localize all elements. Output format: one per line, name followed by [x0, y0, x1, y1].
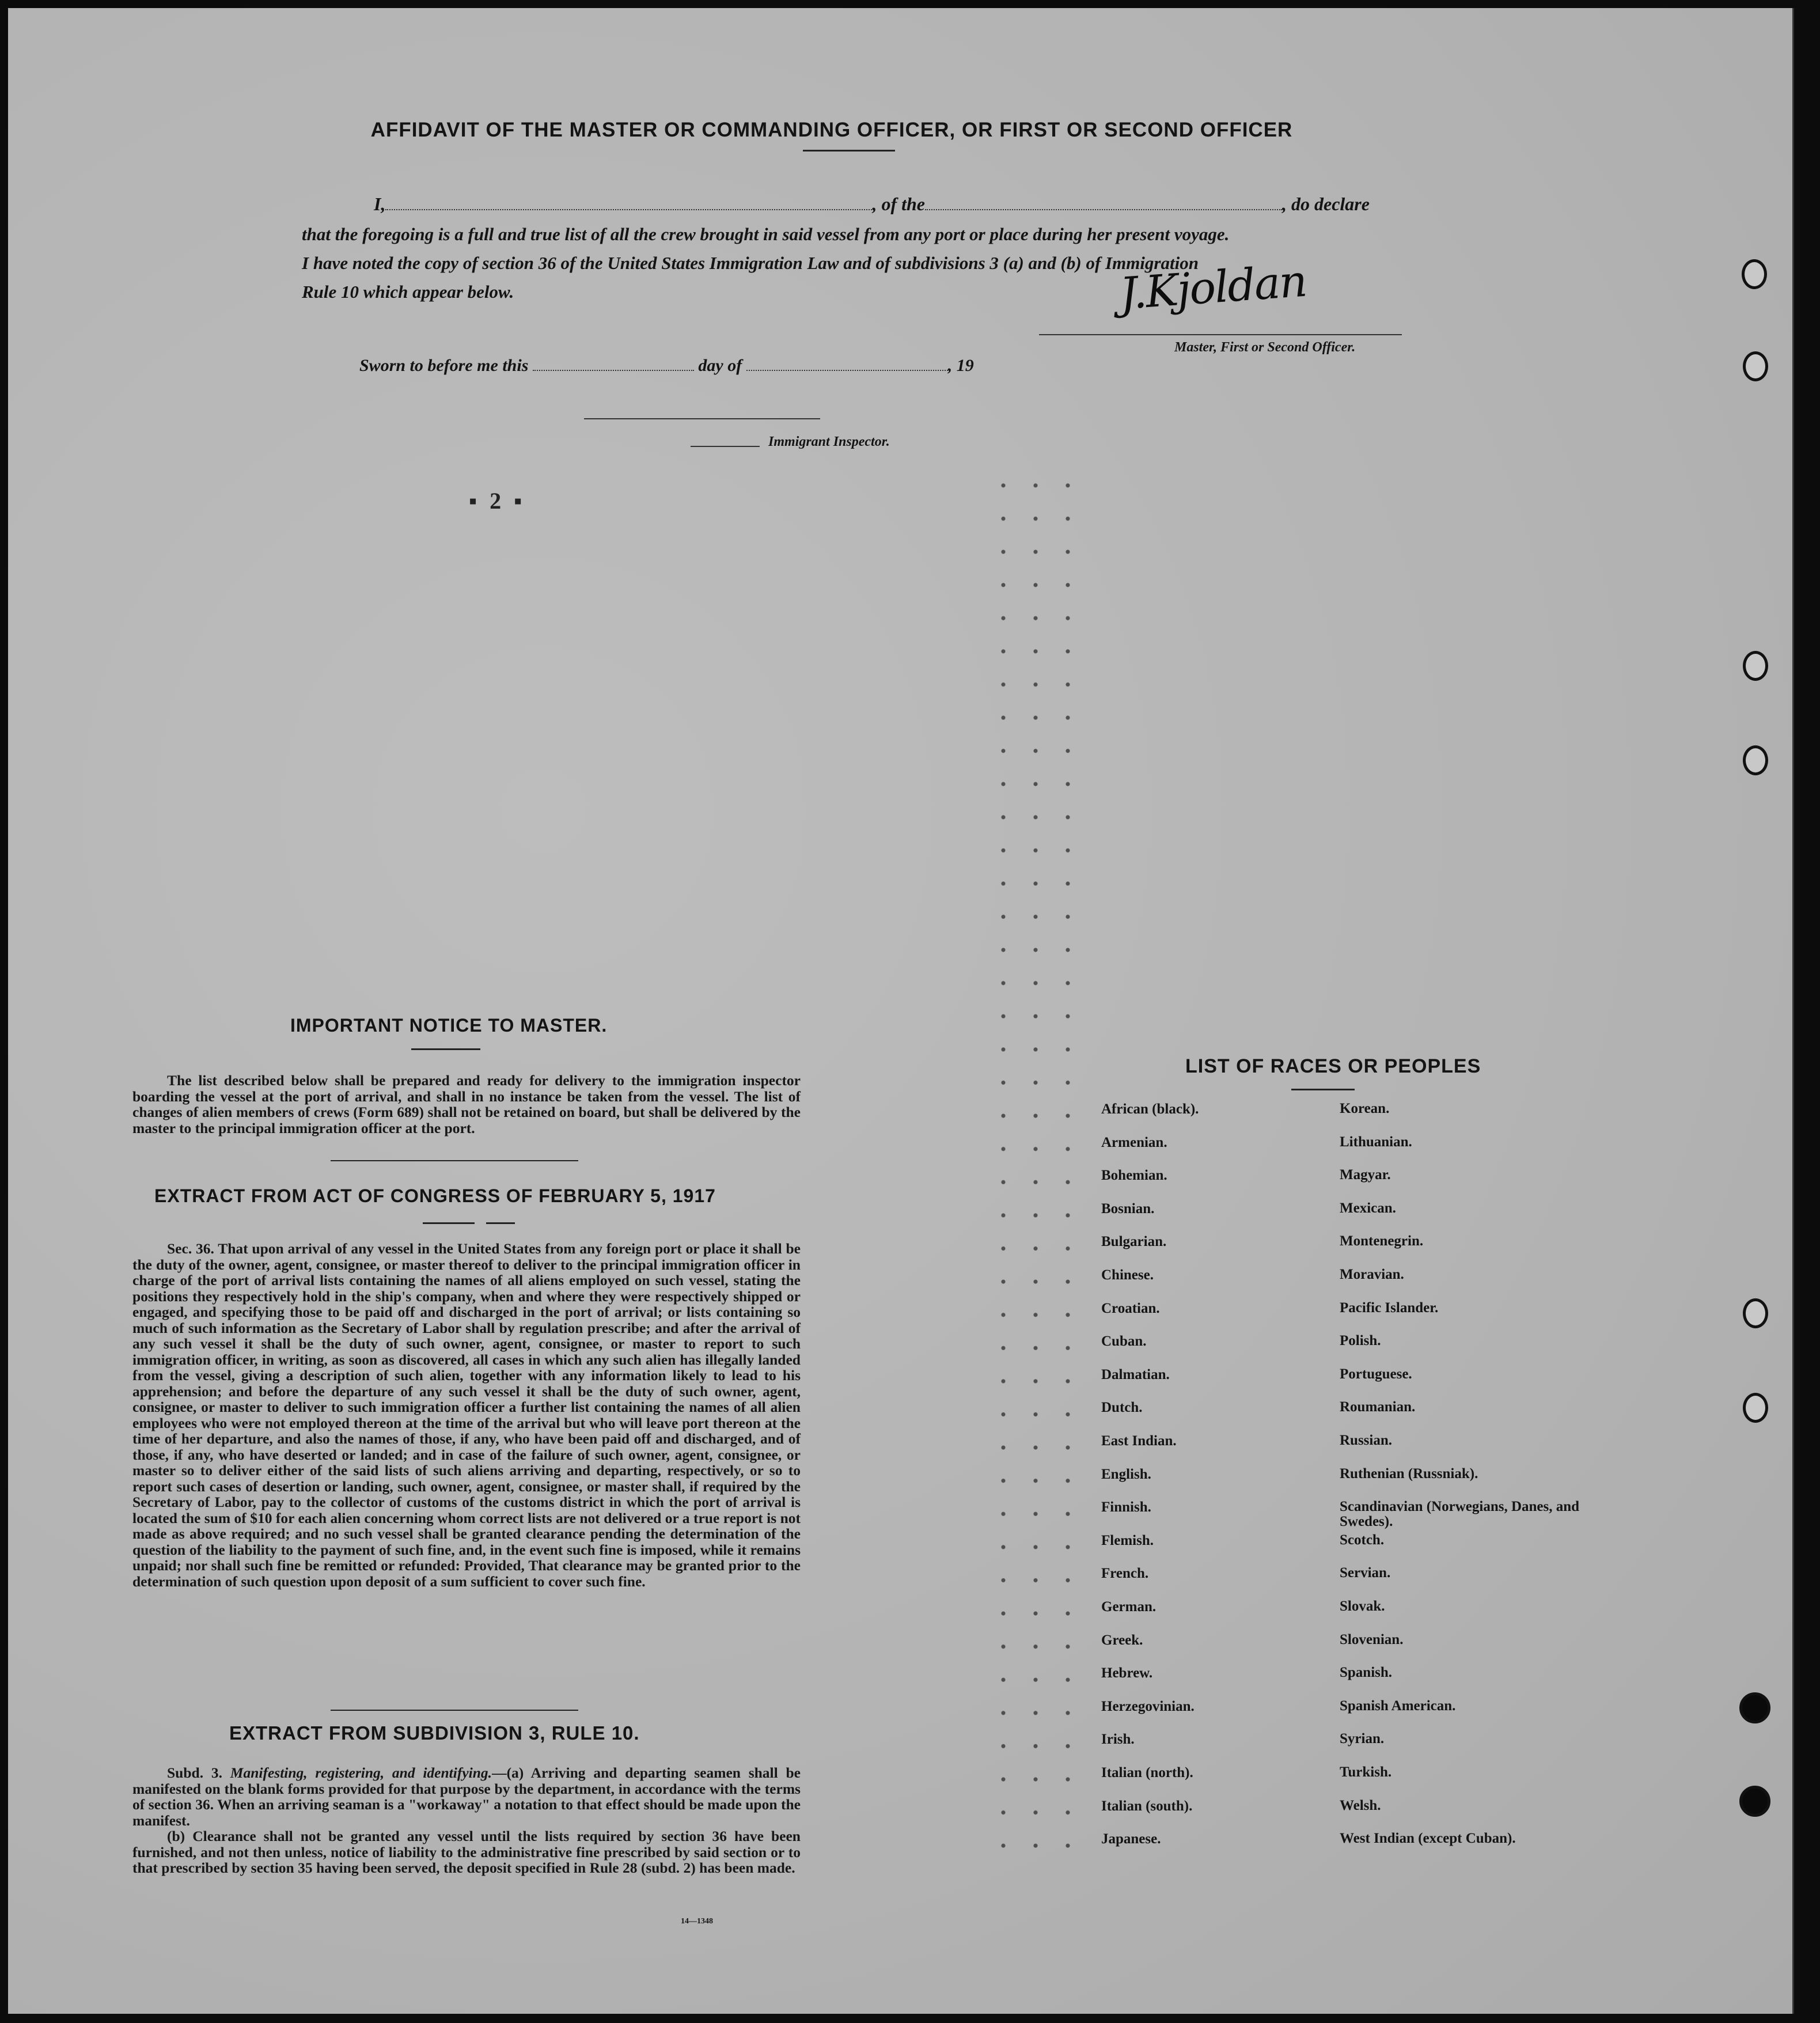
affidavit-i: I,	[374, 194, 386, 214]
race-item: Italian (north).	[1101, 1765, 1193, 1780]
inspector-caption: Immigrant Inspector.	[768, 434, 890, 449]
race-item: Slovak.	[1340, 1598, 1385, 1614]
punch-hole-icon	[1739, 1786, 1770, 1817]
race-item: Magyar.	[1340, 1167, 1391, 1183]
race-item: German.	[1101, 1599, 1157, 1615]
master-signature: J.Kjoldan	[1118, 255, 1308, 320]
sworn-label: Sworn to before me this	[359, 356, 529, 375]
race-item: Portuguese.	[1340, 1366, 1412, 1382]
sec-label: Sec. 36.	[167, 1240, 214, 1257]
punch-hole-icon	[1739, 1692, 1770, 1723]
race-item: Syrian.	[1340, 1731, 1385, 1747]
race-item: Bohemian.	[1101, 1168, 1167, 1184]
race-item: Korean.	[1340, 1101, 1390, 1116]
section-divider	[331, 1160, 578, 1161]
signature-caption: Master, First or Second Officer.	[1174, 340, 1356, 355]
day-of-label: day of	[698, 356, 742, 375]
dot-leader-column	[987, 469, 1079, 1851]
race-item: Greek.	[1101, 1632, 1143, 1648]
punch-hole-icon	[1743, 651, 1768, 681]
race-item: Chinese.	[1101, 1267, 1154, 1283]
race-item: Spanish.	[1340, 1665, 1393, 1681]
race-item: Servian.	[1340, 1565, 1391, 1581]
name-blank-field[interactable]	[385, 209, 872, 210]
affidavit-line-3: I have noted the copy of section 36 of the United States Immigration Law and of subdivisions 3 (a) and (b) of Immigration	[302, 253, 1199, 273]
race-item: Dalmatian.	[1101, 1366, 1170, 1382]
act-underline-right	[486, 1222, 515, 1224]
form-number: 14—1348	[681, 1917, 713, 1926]
race-item: Polish.	[1340, 1333, 1381, 1349]
subd-para-a: —(a) Arriving and departing seamen shall be manifested on the blank forms provided for that purpose by the department, in accordance with the terms of section 36. When an arriving seaman is a "workaway" a notation to that effect should be made upon the manifest.	[132, 1764, 801, 1829]
race-item: African (black).	[1101, 1101, 1199, 1117]
race-item: Spanish American.	[1340, 1698, 1456, 1714]
vessel-blank-field[interactable]	[925, 209, 1282, 210]
race-item: Irish.	[1101, 1732, 1135, 1748]
race-item: Montenegrin.	[1340, 1233, 1424, 1249]
act-underline-left	[423, 1222, 475, 1224]
sworn-day-field[interactable]	[533, 370, 694, 371]
race-item: Turkish.	[1340, 1764, 1392, 1780]
race-item: Pacific Islander.	[1340, 1300, 1439, 1316]
race-item: Slovenian.	[1340, 1631, 1404, 1647]
race-item: French.	[1101, 1566, 1149, 1582]
act-extract-title: EXTRACT FROM ACT OF CONGRESS OF FEBRUARY 5, 1917	[154, 1185, 716, 1206]
race-item: Welsh.	[1340, 1797, 1381, 1813]
act-paragraph	[132, 1241, 801, 1589]
notice-title: IMPORTANT NOTICE TO MASTER.	[290, 1015, 608, 1036]
race-item: Italian (south).	[1101, 1798, 1193, 1814]
sec-36-text: That upon arrival of any vessel in the United States from any foreign port or place it shall be the duty of the owner, agent, consignee, or master thereof to deliver to the principal immigration officer in charge of the port of arrival lists containing the names of all aliens employed on such vessel, stating the positions they respectively hold in the ship's company, when and where they were respectively shipped or engaged, and specifying those to be paid off and discharged in the port of arrival; or lists containing so much of such information as the Secretary of Labor shall by regulation prescribe; and after the arrival of any such vessel it shall be the duty of such owner, agent, consignee, or master to report to such immigration officer, in writing, as soon as discovered, all cases in which any such alien has illegally landed from the vessel, giving a description of such alien, together with any information likely to lead to his apprehension; and before the departure of any such vessel it shall be the duty of such owner, agent, consignee, or master to deliver to such immigration officer a further list containing the names of all alien employees who were not employed thereon at the time of the arrival but who will leave port thereon at the time of her departure, and also the names of those, if any, who have been paid off and discharged, and of those, if any, who have deserted or landed; and in case of the failure of such owner, agent, consignee, or master so to deliver either of the said lists of such aliens arriving and departing, respectively, or so to report such cases of desertion or landing, such owner, agent, consignee, or master shall, if required by the Secretary of Labor, pay to the collector of customs of the customs district in which the port of arrival is located the sum of $10 for each alien concerning whom correct lists are not delivered or a true report is not made as above required; and no such vessel shall be granted clearance pending the determination of the question of the liability to the payment of such fine, and, in the event such fine is imposed, while it remains unpaid; nor shall such fine be remitted or refunded: Provided, That clearance may be granted prior to the determination of such question upon deposit of a sum sufficient to cover such fine.	[132, 1240, 801, 1590]
punch-hole-icon	[1743, 1393, 1768, 1423]
race-item: Ruthenian (Russniak).	[1340, 1465, 1478, 1482]
race-item: Japanese.	[1101, 1831, 1161, 1847]
race-item: Roumanian.	[1340, 1399, 1416, 1415]
races-underline	[1291, 1089, 1355, 1090]
document-page	[8, 8, 1794, 2014]
race-item: Scotch.	[1340, 1532, 1385, 1548]
rule-extract-title: EXTRACT FROM SUBDIVISION 3, RULE 10.	[229, 1722, 640, 1744]
punch-hole-icon	[1743, 745, 1768, 775]
year-label: , 19	[947, 356, 974, 375]
affidavit-line-4: Rule 10 which appear below.	[302, 282, 514, 302]
act-extract-text	[132, 1241, 801, 1589]
subd-label: Subd. 3.	[167, 1764, 222, 1781]
affidavit-line-1	[374, 194, 1370, 215]
race-item: Finnish.	[1101, 1499, 1151, 1516]
race-item: East Indian.	[1101, 1433, 1177, 1449]
race-item: Bulgarian.	[1101, 1234, 1167, 1250]
race-item: English.	[1101, 1466, 1151, 1482]
affidavit-line-2: that the foregoing is a full and true list of all the crew brought in said vessel from any port or place during her present voyage.	[302, 224, 1230, 244]
race-item: Scandinavian (Norwegians, Danes, and Swedes).	[1340, 1499, 1580, 1530]
punch-hole-icon	[1743, 1298, 1768, 1328]
affidavit-declare: , do declare	[1282, 194, 1370, 214]
notice-underline	[411, 1048, 480, 1050]
race-item: Armenian.	[1101, 1134, 1167, 1150]
race-item: Flemish.	[1101, 1532, 1154, 1548]
faded-stamp: ▪ 2 ▪	[469, 488, 526, 514]
title-underline	[803, 150, 895, 151]
rule-extract-text	[132, 1765, 801, 1876]
sworn-line	[359, 356, 974, 376]
section-divider	[331, 1710, 578, 1711]
race-item: Hebrew.	[1101, 1665, 1153, 1681]
race-item: Russian.	[1340, 1433, 1393, 1448]
punch-hole-icon	[1743, 351, 1768, 381]
affidavit-title: AFFIDAVIT OF THE MASTER OR COMMANDING OFFICER, OR FIRST OR SECOND OFFICER	[370, 119, 1293, 141]
affidavit-of-the: , of the	[872, 194, 925, 214]
race-item: Herzegovinian.	[1101, 1698, 1195, 1714]
rule-paragraph-a	[132, 1765, 801, 1828]
race-item: Lithuanian.	[1340, 1134, 1412, 1150]
sworn-month-field[interactable]	[746, 370, 948, 371]
race-item: Moravian.	[1340, 1267, 1404, 1282]
race-item: Cuban.	[1101, 1333, 1147, 1350]
race-item: Bosnian.	[1101, 1200, 1155, 1217]
notice-text	[132, 1073, 801, 1136]
subd-heading: Manifesting, registering, and identifying.	[230, 1764, 492, 1781]
signature-line	[1039, 334, 1402, 335]
inspector-signature-line[interactable]	[584, 418, 820, 419]
races-title: LIST OF RACES OR PEOPLES	[1185, 1055, 1481, 1077]
punch-hole-icon	[1742, 259, 1767, 289]
race-item: West Indian (except Cuban).	[1340, 1831, 1516, 1847]
rule-paragraph-b: (b) Clearance shall not be granted any vessel until the lists required by section 36 have been furnished, and not then unless, notice of liability to the administrative fine prescribed by said section or to that prescribed by section 35 having been served, the deposit specified in Rule 28 (subd. 2) has been made.	[132, 1828, 801, 1876]
race-item: Croatian.	[1101, 1300, 1160, 1316]
race-item: Mexican.	[1340, 1200, 1396, 1216]
race-item: Dutch.	[1101, 1400, 1143, 1416]
inspector-short-line	[691, 446, 760, 447]
notice-paragraph: The list described below shall be prepared and ready for delivery to the immigration inspector boarding the vessel at the port of arrival, and shall in no instance be taken from the vessel. The list of changes of alien members of crews (Form 689) shall not be retained on board, but shall be delivered by the master to the principal immigration officer at the port.	[132, 1072, 801, 1136]
